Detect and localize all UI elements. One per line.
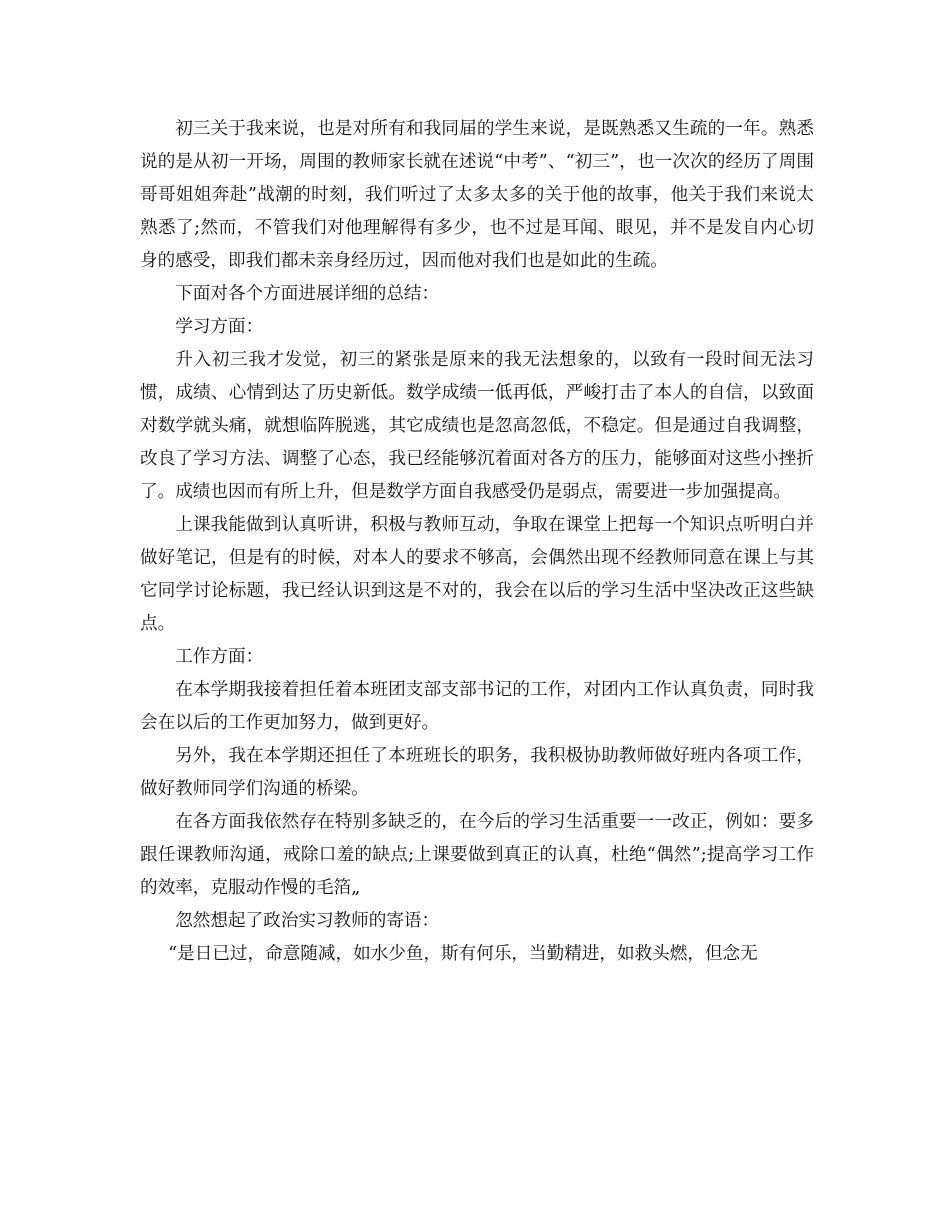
section-heading-work: 工作方面：	[175, 647, 264, 667]
paragraph-study-class: 上课我能做到认真听讲，积极与教师互动，争取在课堂上把每一个知识点听明白并做好笔记，但是有的时候，对本人的要求不够高，会偶然出现不经教师同意在课上与其它同学讨论标题，我已经认识到这是不对的，我会在以后的学习生活中坚决改正这些缺点。	[140, 515, 814, 634]
paragraph-quote: “是日已过，命意随减，如水少鱼，斯有何乐，当勤精进，如救头燃，但念无	[168, 944, 758, 964]
document-body	[140, 113, 814, 971]
paragraph-study-grades: 升入初三我才发觉，初三的紧张是原来的我无法想象的，以致有一段时间无法习惯，成绩、心情到达了历史新低。数学成绩一低再低，严峻打击了本人的自信，以致面对数学就头痛，就想临阵脱逃，其它成绩也是忽高忽低，不稳定。但是通过自我调整，改良了学习方法、调整了心态，我已经能够沉着面对各方的压力，能够面对这些小挫折了。成绩也因而有所上升，但是数学方面自我感受仍是弱点，需要进一步加强提高。	[140, 350, 814, 502]
paragraph-intro: 初三关于我来说，也是对所有和我同届的学生来说，是既熟悉又生疏的一年。熟悉说的是从初一开场，周围的教师家长就在述说“中考”、“初三”，也一次次的经历了周围哥哥姐姐奔赴”战潮的时刻，我们听过了太多太多的关于他的故事，他关于我们来说太熟悉了;然而，不管我们对他理解得有多少，也不过是耳闻、眼见，并不是发自内心切身的感受，即我们都未亲身经历过，因而他对我们也是如此的生疏。	[140, 119, 814, 271]
paragraph-teacher-message-lead: 忽然想起了政治实习教师的寄语：	[175, 911, 440, 931]
paragraph-summary-lead: 下面对各个方面进展详细的总结：	[175, 284, 440, 304]
paragraph-shortcomings: 在各方面我依然存在特别多缺乏的，在今后的学习生活重要一一改正，例如：要多跟任课教师沟通，戒除口羞的缺点;上课要做到真正的认真，杜绝“偶然”;提高学习工作的效率，克服动作慢的毛箔„	[140, 812, 814, 898]
paragraph-work-monitor: 另外，我在本学期还担任了本班班长的职务，我积极协助教师做好班内各项工作，做好教师同学们沟通的桥梁。	[140, 746, 814, 799]
section-heading-study: 学习方面：	[175, 317, 264, 337]
paragraph-work-league: 在本学期我接着担任着本班团支部支部书记的工作，对团内工作认真负责，同时我会在以后的工作更加努力，做到更好。	[140, 680, 814, 733]
